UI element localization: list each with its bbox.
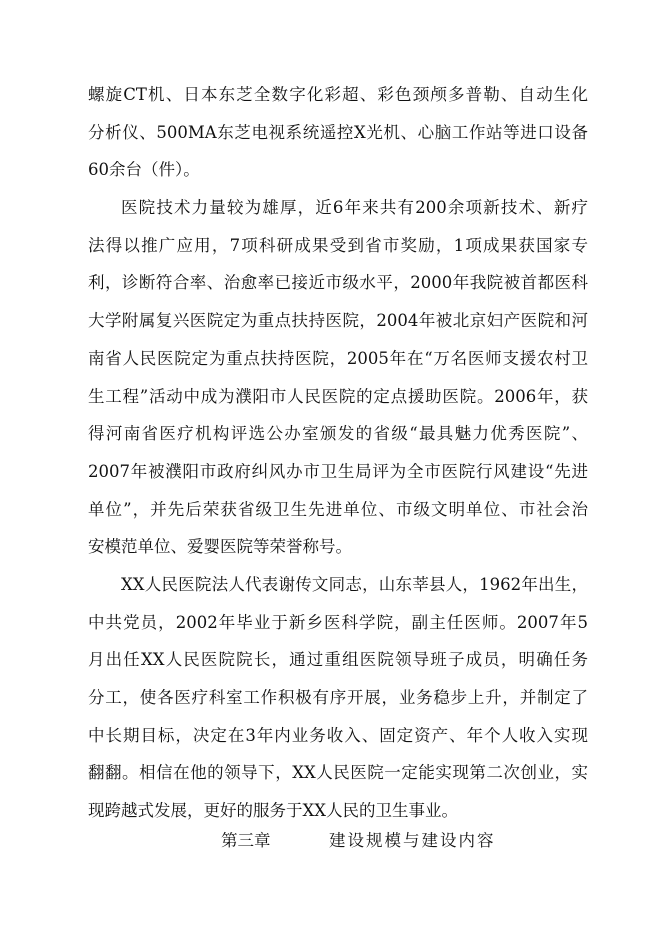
paragraph-line: 利，诊断符合率、治愈率已接近市级水平，2000年我院被首都医科	[88, 273, 588, 293]
paragraph-line: 螺旋CT机、日本东芝全数字化彩超、彩色颈颅多普勒、自动生化	[88, 85, 588, 104]
chapter-number: 第三章	[221, 831, 271, 850]
paragraph-line: XX人民医院法人代表谢传文同志，山东莘县人，1962年出生，	[121, 574, 588, 594]
paragraph-line: 南省人民医院定为重点扶持医院，2005年在“万名医师支援农村卫	[88, 348, 588, 368]
chapter-title: 建设规模与建设内容	[329, 831, 496, 850]
paragraph-line: 分析仪、500MA东芝电视系统遥控X光机、心脑工作站等进口设备	[88, 122, 588, 142]
paragraph-line: 单位”，并先后荣获省级卫生先进单位、市级文明单位、市社会治	[88, 499, 588, 519]
paragraph-line: 翻翻。相信在他的领导下，XX人民医院一定能实现第二次创业，实	[88, 763, 588, 783]
paragraph-line: 法得以推广应用，7项科研成果受到省市奖励，1项成果获国家专	[88, 235, 588, 255]
paragraph-technical-strength	[88, 189, 588, 566]
paragraph-line: 得河南省医疗机构评选公办室颁发的省级“最具魅力优秀医院”、	[88, 424, 588, 444]
paragraph-line: 60余台（件）。	[88, 160, 200, 180]
paragraph-line: 生工程”活动中成为濮阳市人民医院的定点援助医院。2006年，获	[88, 386, 588, 406]
paragraph-legal-representative	[88, 566, 588, 830]
paragraph-line: 2007年被濮阳市政府纠风办市卫生局评为全市医院行风建设“先进	[88, 461, 588, 481]
paragraph-line: 月出任XX人民医院院长，通过重组医院领导班子成员，明确任务	[88, 650, 588, 670]
paragraph-equipment	[88, 76, 588, 189]
paragraph-line: 现跨越式发展，更好的服务于XX人民的卫生事业。	[88, 801, 458, 821]
paragraph-line: 医院技术力量较为雄厚，近6年来共有200余项新技术、新疗	[121, 198, 588, 218]
paragraph-line: 分工，使各医疗科室工作积极有序开展，业务稳步上升，并制定了	[88, 688, 588, 707]
paragraph-line: 大学附属复兴医院定为重点扶持医院，2004年被北京妇产医院和河	[88, 311, 588, 331]
chapter-heading	[0, 823, 662, 859]
paragraph-line: 安模范单位、爱婴医院等荣誉称号。	[88, 537, 352, 557]
paragraph-line: 中长期目标，决定在3年内业务收入、固定资产、年个人收入实现	[88, 725, 588, 745]
paragraph-line: 中共党员，2002年毕业于新乡医科学院，副主任医师。2007年5	[88, 612, 588, 632]
body-text	[88, 76, 588, 830]
